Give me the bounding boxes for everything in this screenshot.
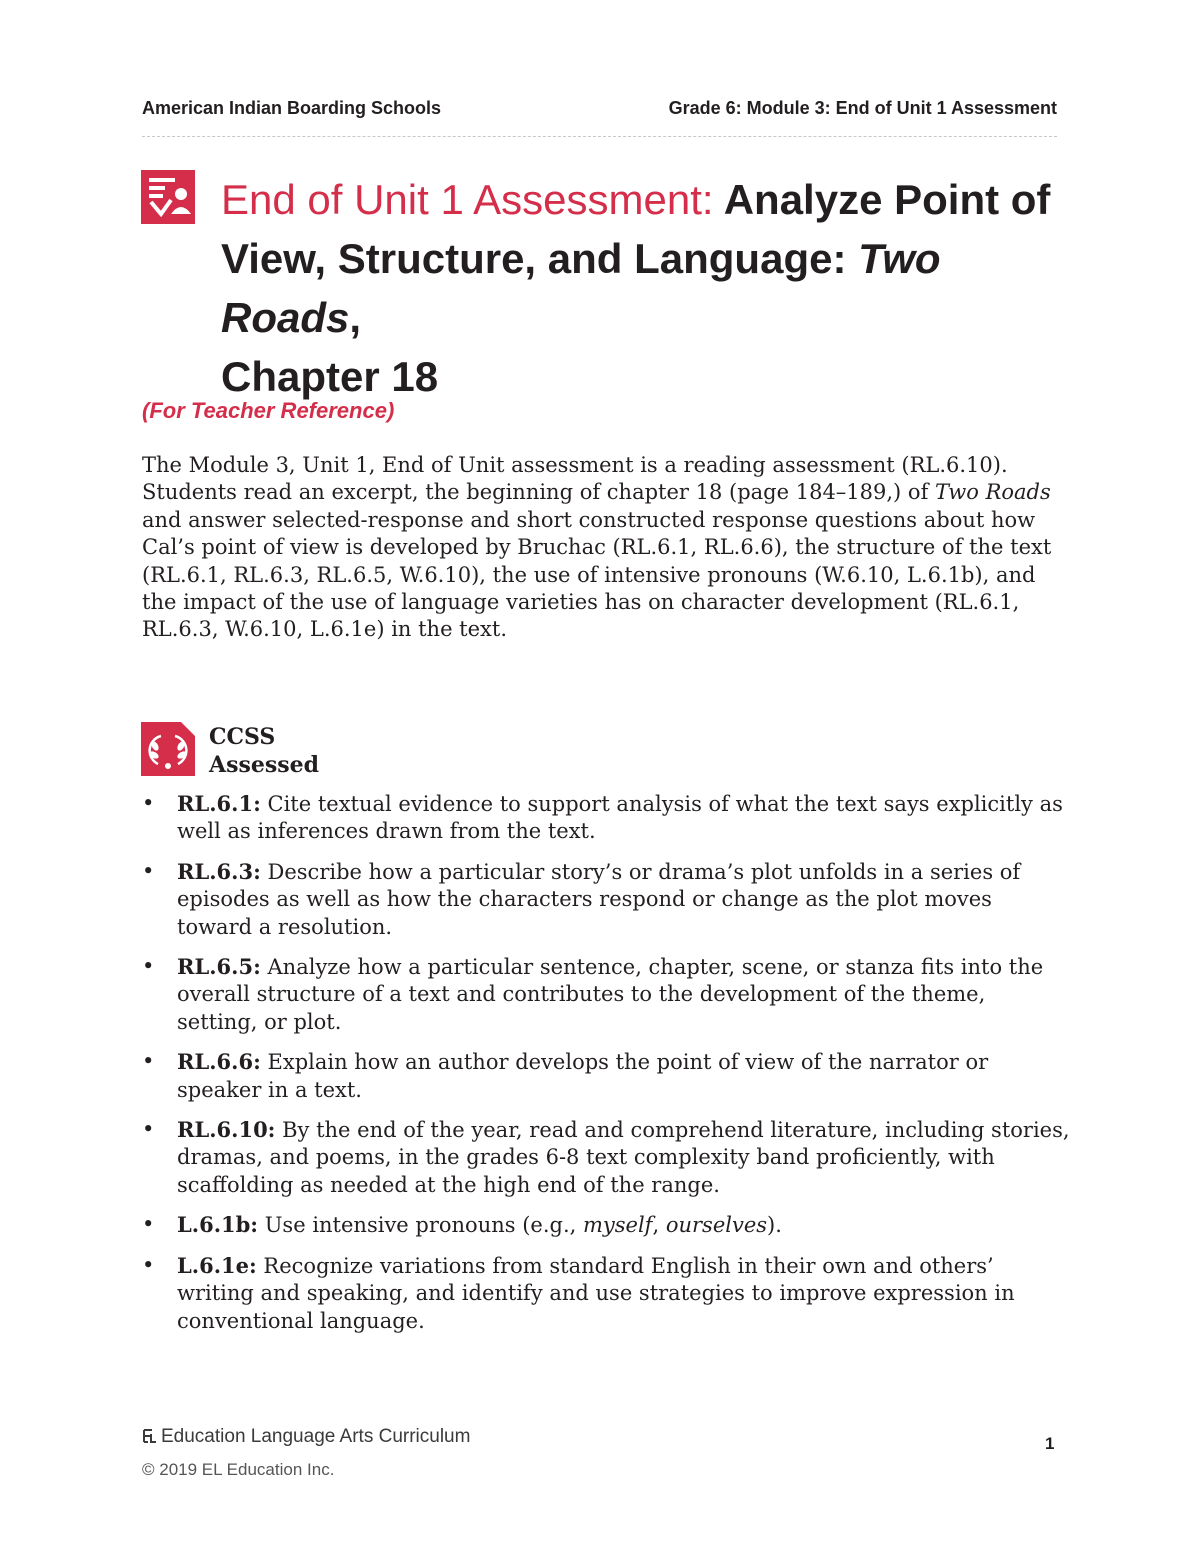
standards-list bbox=[142, 790, 1072, 1347]
standard-code: L.6.1e: bbox=[177, 1252, 257, 1278]
bullet: • bbox=[142, 954, 155, 979]
page-number: 1 bbox=[1045, 1434, 1055, 1453]
intro-book-title: Two Roads bbox=[935, 480, 1051, 505]
list-item bbox=[142, 790, 1072, 846]
standard-text-before: Use intensive pronouns (e.g., bbox=[264, 1213, 577, 1238]
bullet: • bbox=[142, 1049, 155, 1074]
ccss-assessed-label bbox=[209, 723, 319, 779]
standard-text: Describe how a particular story’s or drama’s plot unfolds in a series of episodes as well as how the characters respond or change as the plot moves toward a resolution. bbox=[177, 859, 1021, 939]
bullet: • bbox=[142, 1252, 155, 1277]
footer-brand bbox=[142, 1426, 470, 1448]
title-book: Two Roads bbox=[221, 235, 941, 341]
bullet: • bbox=[142, 858, 155, 883]
standard-text: By the end of the year, read and comprehend literature, including stories, dramas, and poems, in the grades 6-8 text complexity band proficiently, with scaffolding as needed at the high end of the range. bbox=[177, 1118, 1070, 1197]
list-item bbox=[142, 1252, 1072, 1335]
standard-code: RL.6.5: bbox=[177, 954, 261, 980]
header-module-title: Grade 6: Module 3: End of Unit 1 Assessment bbox=[668, 98, 1057, 118]
ccss-label-line-2: Assessed bbox=[209, 752, 319, 778]
standard-text: Explain how an author develops the point of view of the narrator or speaker in a text. bbox=[177, 1050, 989, 1102]
title-chapter: Chapter 18 bbox=[221, 353, 439, 400]
bullet: • bbox=[142, 1212, 155, 1237]
teacher-reference-label: (For Teacher Reference) bbox=[142, 398, 395, 423]
list-item bbox=[142, 953, 1072, 1036]
intro-part-2: and answer selected-response and short constructed response questions about how Cal’s point of view is developed by Bruchac (RL.6.1, RL.6.6), the structure of the text (RL.6.1, RL.6.3, RL.6.5, W.6.10), the use of intensive pronouns (W.6.10, L.6.1b), and the impact of the use of language varieties has on character development (RL.6.1, RL.6.3, W.6.10, L.6.1e) in the text. bbox=[142, 507, 1052, 642]
standard-code: RL.6.6: bbox=[177, 1049, 261, 1075]
footer-brand-text: Education Language Arts Curriculum bbox=[161, 1426, 471, 1447]
header-unit-title: American Indian Boarding Schools bbox=[142, 98, 442, 118]
intro-paragraph bbox=[142, 452, 1072, 644]
assessment-icon bbox=[141, 170, 195, 224]
ccss-laurel-icon bbox=[141, 722, 195, 776]
footer-copyright: © 2019 EL Education Inc. bbox=[142, 1460, 335, 1479]
title-comma: , bbox=[349, 294, 362, 341]
list-item bbox=[142, 1048, 1072, 1104]
standard-code: RL.6.1: bbox=[177, 791, 261, 816]
intro-part-1: The Module 3, Unit 1, End of Unit assessment is a reading assessment (RL.6.10). Students read an excerpt, the beginning of chapter 18 (page 184–189,) of bbox=[142, 453, 1008, 505]
standard-text: Cite textual evidence to support analysis of what the text says explicitly as well as inferences drawn from the text. bbox=[177, 792, 1063, 844]
standard-code: RL.6.10: bbox=[177, 1117, 276, 1143]
standard-text: Analyze how a particular sentence, chapter, scene, or stanza fits into the overall structure of a text and contributes to the development of the theme, setting, or plot. bbox=[177, 955, 1044, 1034]
list-item bbox=[142, 858, 1072, 941]
example-ourselves: ourselves bbox=[665, 1213, 768, 1238]
standard-text-after: ). bbox=[767, 1213, 782, 1238]
title-main: Analyze Point of View, Structure, and Language: bbox=[221, 176, 1051, 282]
title-prefix: End of Unit 1 Assessment: bbox=[221, 176, 714, 223]
ccss-label-line-1: CCSS bbox=[209, 724, 276, 750]
example-separator: , bbox=[652, 1213, 660, 1238]
header-divider bbox=[142, 136, 1057, 137]
bullet: • bbox=[142, 791, 155, 815]
bullet: • bbox=[142, 1117, 155, 1142]
el-logo-icon bbox=[142, 1428, 158, 1444]
page-title bbox=[221, 170, 1081, 406]
example-myself: myself bbox=[582, 1213, 653, 1238]
standard-text: Recognize variations from standard English in their own and others’ writing and speaking, and identify and use strategies to improve expression in conventional language. bbox=[177, 1253, 1015, 1333]
page-header bbox=[142, 96, 1057, 126]
standard-code: RL.6.3: bbox=[177, 858, 261, 884]
standard-code: L.6.1b: bbox=[177, 1212, 259, 1238]
list-item bbox=[142, 1116, 1072, 1199]
list-item bbox=[142, 1211, 1072, 1239]
